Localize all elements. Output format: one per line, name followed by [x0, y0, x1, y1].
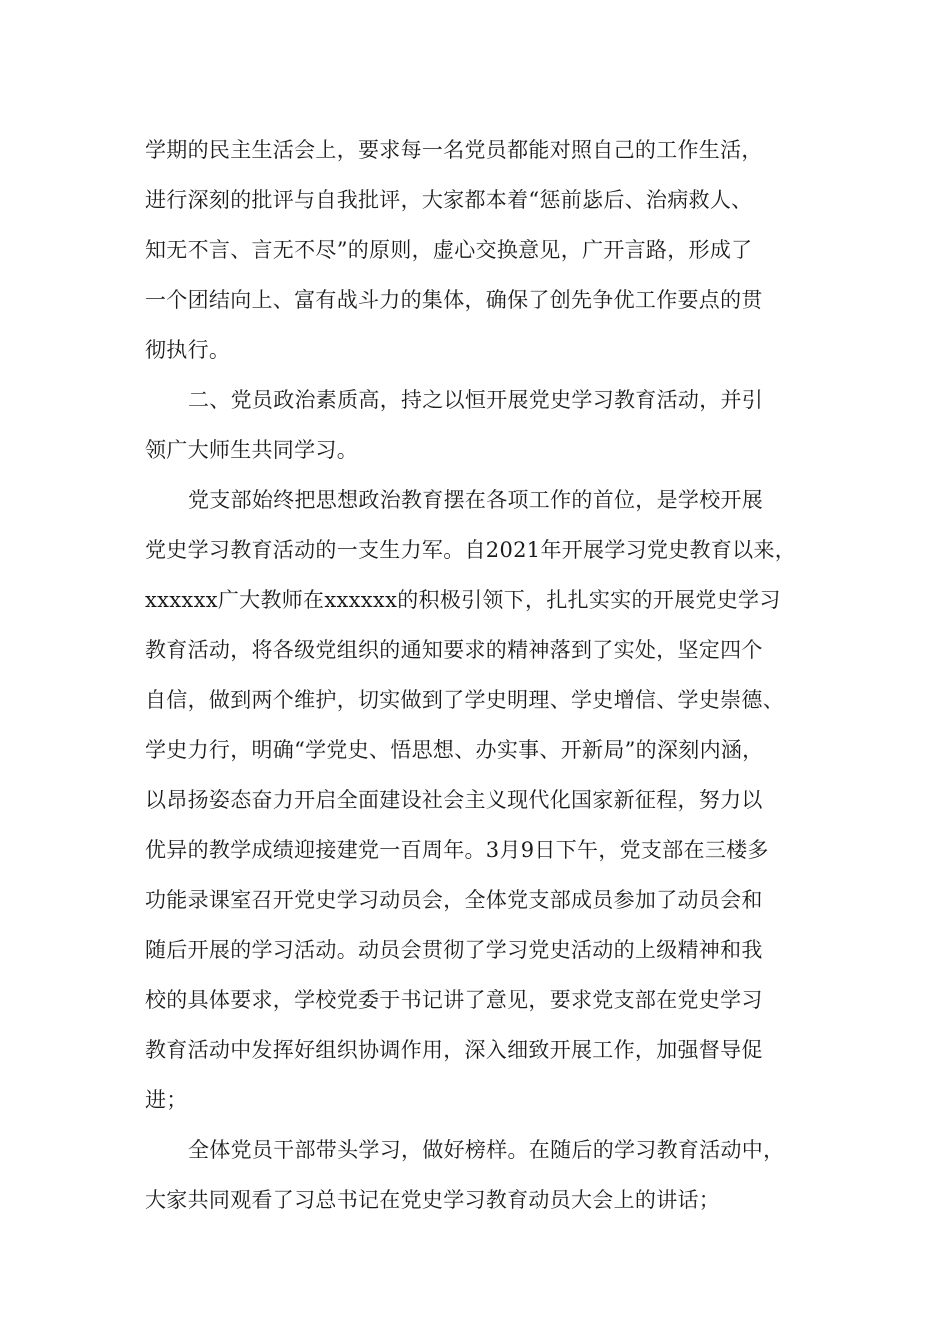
text-line: 以昂扬姿态奋力开启全面建设社会主义现代化国家新征程，努力以 — [145, 788, 763, 812]
text-line: 学期的民主生活会上，要求每一名党员都能对照自己的工作生活， — [145, 138, 763, 162]
text-line: 进； — [145, 1088, 188, 1112]
text-line: 大家共同观看了习总书记在党史学习教育动员大会上的讲话； — [145, 1188, 721, 1212]
text-line: 一个团结向上、富有战斗力的集体，确保了创先争优工作要点的贯 — [145, 288, 763, 312]
text-line: 进行深刻的批评与自我批评，大家都本着“惩前毖后、治病救人、 — [145, 188, 753, 212]
text-line: 功能录课室召开党史学习动员会，全体党支部成员参加了动员会和 — [145, 888, 763, 912]
text-line: 校的具体要求，学校党委于书记讲了意见，要求党支部在党史学习 — [145, 988, 763, 1012]
text-line: 随后开展的学习活动。动员会贯彻了学习党史活动的上级精神和我 — [145, 938, 763, 962]
text-line: 全体党员干部带头学习，做好榜样。在随后的学习教育活动中， — [188, 1138, 785, 1162]
section-heading-line: 二、党员政治素质高，持之以恒开展党史学习教育活动，并引 — [188, 388, 764, 412]
text-line: xxxxxx广大教师在xxxxxx的积极引领下，扎扎实实的开展党史学习 — [145, 588, 781, 612]
text-line: 学史力行，明确“学党史、悟思想、办实事、开新局”的深刻内涵， — [145, 738, 764, 762]
text-line: 党史学习教育活动的一支生力军。自2021年开展学习党史教育以来， — [145, 538, 797, 562]
text-line: 自信，做到两个维护，切实做到了学史明理、学史增信、学史崇德、 — [145, 688, 784, 712]
text-line: 教育活动，将各级党组织的通知要求的精神落到了实处，坚定四个 — [145, 638, 763, 662]
text-line: 知无不言、言无不尽”的原则，虚心交换意见，广开言路，形成了 — [145, 238, 753, 262]
text-line: 党支部始终把思想政治教育摆在各项工作的首位，是学校开展 — [188, 488, 764, 512]
text-line: 教育活动中发挥好组织协调作用，深入细致开展工作，加强督导促 — [145, 1038, 763, 1062]
text-line: 优异的教学成绩迎接建党一百周年。3月9日下午，党支部在三楼多 — [145, 838, 769, 862]
section-heading-line: 领广大师生共同学习。 — [145, 438, 358, 462]
text-line: 彻执行。 — [145, 338, 231, 362]
